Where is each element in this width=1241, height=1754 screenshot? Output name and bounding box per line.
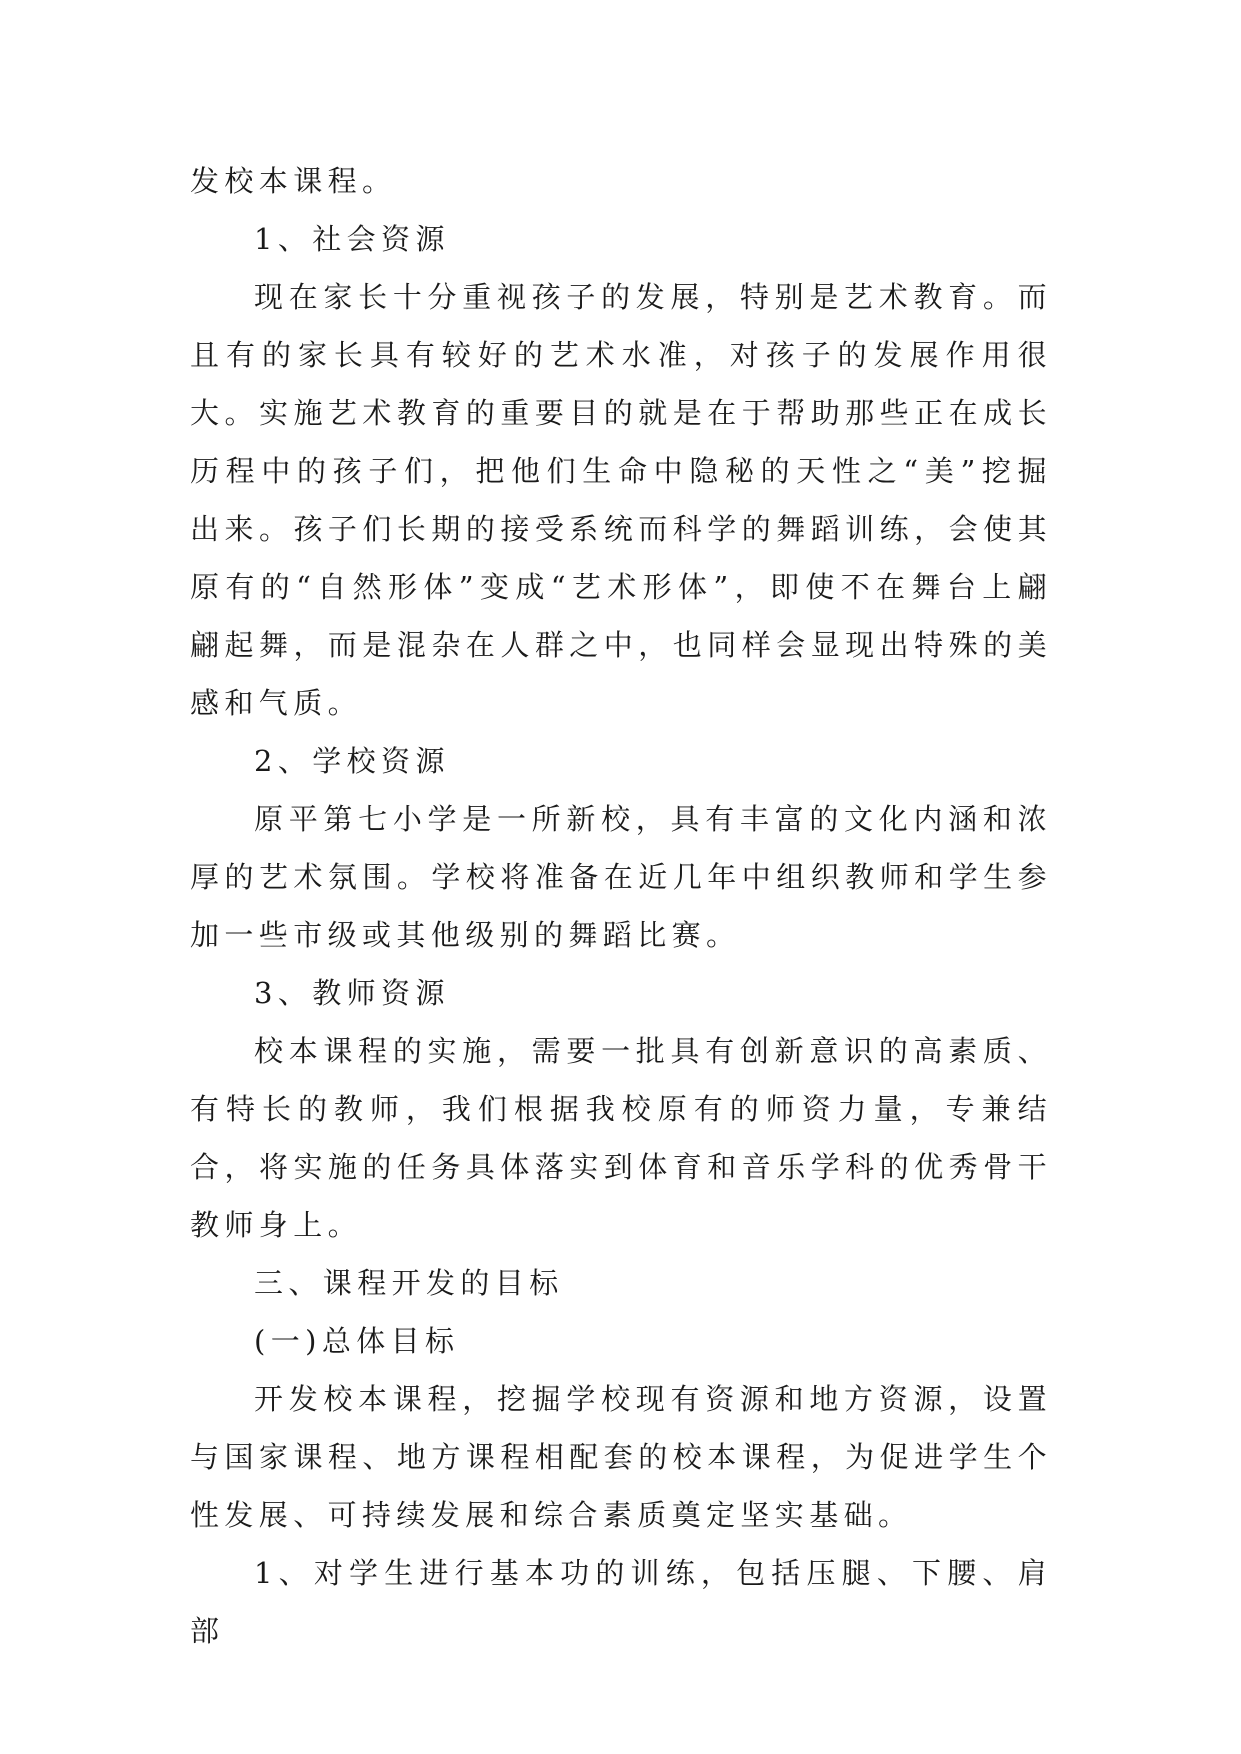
heading-social-resources: 1、社会资源 — [254, 222, 450, 256]
paragraph-social-resources: 现在家长十分重视孩子的发展，特别是艺术教育。而且有的家长具有较好的艺术水准，对孩子的发展作用很大。实施艺术教育的重要目的就是在于帮助那些正在成长历程中的孩子们，把他们生命中隐秘的天性之“美”挖掘出来。孩子们长期的接受系统而科学的舞蹈训练，会使其原有的“自然形体”变成“艺术形体”，即使不在舞台上翩翩起舞，而是混杂在人群之中，也同样会显现出特殊的美感和气质。 — [190, 280, 1052, 720]
subheading-overall-goals: (一)总体目标 — [254, 1324, 460, 1358]
paragraph-school-resources: 原平第七小学是一所新校，具有丰富的文化内涵和浓厚的艺术氛围。学校将准备在近几年中组织教师和学生参加一些市级或其他级别的舞蹈比赛。 — [190, 802, 1052, 952]
list-item-basic-training: 1、对学生进行基本功的训练，包括压腿、下腰、肩部 — [190, 1556, 1052, 1648]
paragraph-teacher-resources: 校本课程的实施，需要一批具有创新意识的高素质、有特长的教师，我们根据我校原有的师资力量，专兼结合，将实施的任务具体落实到体育和音乐学科的优秀骨干教师身上。 — [190, 1034, 1052, 1242]
document-body — [190, 152, 1052, 1660]
heading-school-resources: 2、学校资源 — [254, 744, 450, 778]
paragraph-overall-goals: 开发校本课程，挖掘学校现有资源和地方资源，设置与国家课程、地方课程相配套的校本课程，为促进学生个性发展、可持续发展和综合素质奠定坚实基础。 — [190, 1382, 1052, 1532]
heading-course-goals: 三、课程开发的目标 — [254, 1266, 564, 1300]
paragraph-continuation: 发校本课程。 — [190, 164, 397, 198]
heading-teacher-resources: 3、教师资源 — [254, 976, 450, 1010]
